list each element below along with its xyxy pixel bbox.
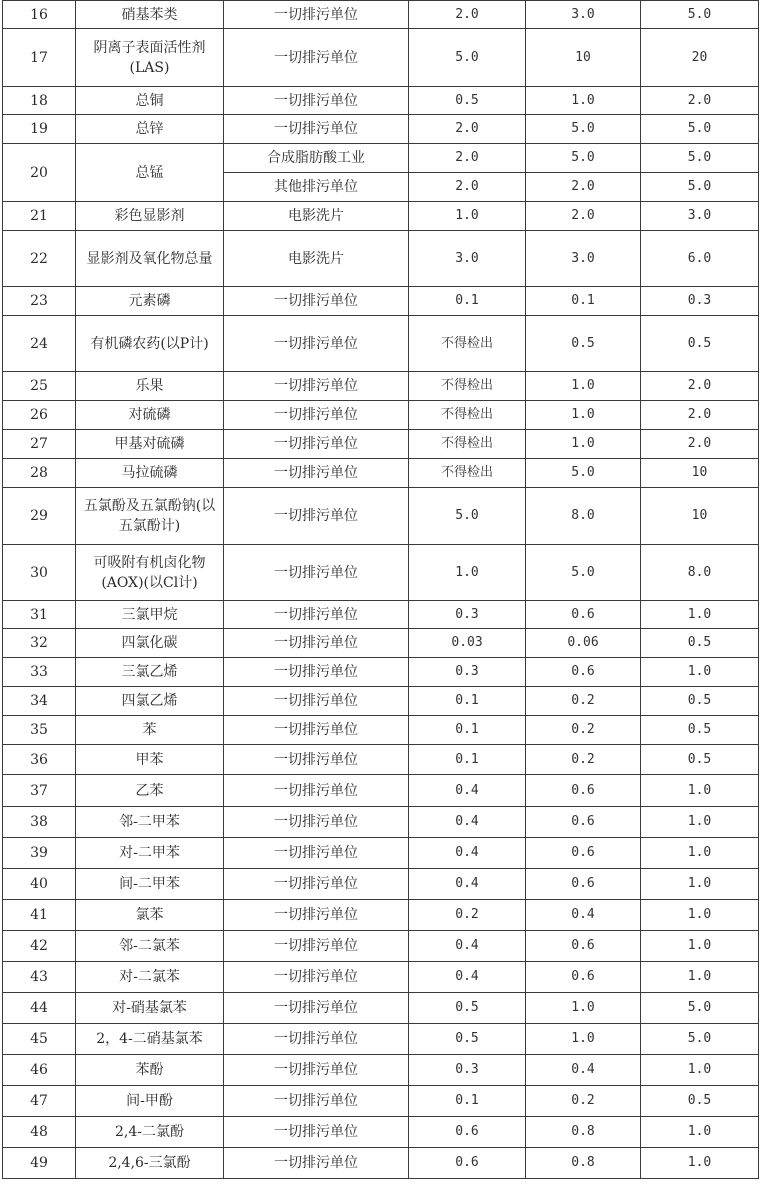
- applicable-unit-cell: 一切排污单位: [224, 1, 409, 29]
- grade-3-limit-cell: 0.5: [641, 745, 759, 775]
- row-number-cell: 34: [3, 687, 76, 716]
- grade-3-limit-cell: 0.5: [641, 316, 759, 372]
- grade-3-limit-cell: 1.0: [641, 1148, 759, 1179]
- applicable-unit-cell: 一切排污单位: [224, 1117, 409, 1148]
- row-number-cell: 31: [3, 601, 76, 629]
- grade-1-limit-cell: 不得检出: [409, 459, 526, 488]
- row-number-cell: 43: [3, 962, 76, 993]
- table-row: [3, 316, 759, 372]
- table-row: [3, 1086, 759, 1117]
- row-number-cell: 32: [3, 629, 76, 658]
- grade-3-limit-cell: 0.5: [641, 687, 759, 716]
- table-row: [3, 459, 759, 488]
- grade-3-limit-cell: 5.0: [641, 173, 759, 202]
- applicable-unit-cell: 一切排污单位: [224, 430, 409, 459]
- pollutant-name-cell: 彩色显影剂: [76, 202, 224, 231]
- grade-3-limit-cell: 1.0: [641, 931, 759, 962]
- pollutant-name-cell: 显影剂及氧化物总量: [76, 231, 224, 287]
- table-row: [3, 1148, 759, 1179]
- grade-2-limit-cell: 0.6: [526, 601, 641, 629]
- grade-2-limit-cell: 3.0: [526, 231, 641, 287]
- grade-1-limit-cell: 0.1: [409, 716, 526, 745]
- grade-3-limit-cell: 1.0: [641, 807, 759, 838]
- grade-1-limit-cell: 0.2: [409, 900, 526, 931]
- pollutant-name-cell: 四氯化碳: [76, 629, 224, 658]
- applicable-unit-cell: 一切排污单位: [224, 29, 409, 87]
- row-number-cell: 16: [3, 1, 76, 29]
- grade-3-limit-cell: 2.0: [641, 372, 759, 401]
- pollutant-name-cell: 2,4-二氯酚: [76, 1117, 224, 1148]
- row-number-cell: 24: [3, 316, 76, 372]
- row-number-cell: 40: [3, 869, 76, 900]
- table-row: [3, 931, 759, 962]
- grade-1-limit-cell: 0.4: [409, 962, 526, 993]
- grade-1-limit-cell: 0.4: [409, 807, 526, 838]
- grade-2-limit-cell: 3.0: [526, 1, 641, 29]
- table-row: [3, 1055, 759, 1086]
- grade-1-limit-cell: 0.5: [409, 1024, 526, 1055]
- grade-2-limit-cell: 0.6: [526, 807, 641, 838]
- applicable-unit-cell: 一切排污单位: [224, 629, 409, 658]
- table-row: [3, 488, 759, 545]
- grade-2-limit-cell: 0.4: [526, 1055, 641, 1086]
- grade-2-limit-cell: 0.6: [526, 869, 641, 900]
- grade-2-limit-cell: 1.0: [526, 430, 641, 459]
- applicable-unit-cell: 其他排污单位: [224, 173, 409, 202]
- grade-1-limit-cell: 不得检出: [409, 372, 526, 401]
- grade-3-limit-cell: 1.0: [641, 1055, 759, 1086]
- row-number-cell: 49: [3, 1148, 76, 1179]
- grade-2-limit-cell: 0.06: [526, 629, 641, 658]
- applicable-unit-cell: 一切排污单位: [224, 993, 409, 1024]
- pollutant-name-cell: 对-二氯苯: [76, 962, 224, 993]
- pollutant-name-cell: 对-二甲苯: [76, 838, 224, 869]
- row-number-cell: 38: [3, 807, 76, 838]
- pollutant-name-cell: 总铜: [76, 87, 224, 115]
- row-number-cell: 23: [3, 287, 76, 316]
- grade-1-limit-cell: 0.1: [409, 1086, 526, 1117]
- row-number-cell: 48: [3, 1117, 76, 1148]
- grade-3-limit-cell: 10: [641, 459, 759, 488]
- grade-3-limit-cell: 10: [641, 488, 759, 545]
- applicable-unit-cell: 一切排污单位: [224, 962, 409, 993]
- grade-1-limit-cell: 2.0: [409, 115, 526, 144]
- applicable-unit-cell: 一切排污单位: [224, 401, 409, 430]
- pollutant-name-cell: 对硫磷: [76, 401, 224, 430]
- applicable-unit-cell: 合成脂肪酸工业: [224, 144, 409, 173]
- pollutant-name-cell: 四氯乙烯: [76, 687, 224, 716]
- row-number-cell: 30: [3, 545, 76, 601]
- table-row: [3, 1, 759, 29]
- grade-2-limit-cell: 0.4: [526, 900, 641, 931]
- grade-1-limit-cell: 5.0: [409, 29, 526, 87]
- pollutant-name-cell: 总锰: [76, 144, 224, 202]
- pollutant-name-cell: 2，4-二硝基氯苯: [76, 1024, 224, 1055]
- row-number-cell: 20: [3, 144, 76, 202]
- applicable-unit-cell: 一切排污单位: [224, 1148, 409, 1179]
- applicable-unit-cell: 一切排污单位: [224, 658, 409, 687]
- grade-1-limit-cell: 2.0: [409, 1, 526, 29]
- grade-2-limit-cell: 0.2: [526, 687, 641, 716]
- table-row: [3, 29, 759, 87]
- applicable-unit-cell: 一切排污单位: [224, 545, 409, 601]
- grade-3-limit-cell: 5.0: [641, 1, 759, 29]
- grade-1-limit-cell: 0.4: [409, 775, 526, 807]
- grade-3-limit-cell: 0.5: [641, 716, 759, 745]
- grade-1-limit-cell: 0.03: [409, 629, 526, 658]
- pollutant-name-cell: 阴离子表面活性剂(LAS): [76, 29, 224, 87]
- table-row: [3, 144, 759, 173]
- applicable-unit-cell: 一切排污单位: [224, 931, 409, 962]
- row-number-cell: 18: [3, 87, 76, 115]
- applicable-unit-cell: 一切排污单位: [224, 87, 409, 115]
- row-number-cell: 25: [3, 372, 76, 401]
- applicable-unit-cell: 一切排污单位: [224, 1055, 409, 1086]
- grade-1-limit-cell: 0.1: [409, 745, 526, 775]
- grade-1-limit-cell: 2.0: [409, 144, 526, 173]
- pollutant-name-cell: 总锌: [76, 115, 224, 144]
- applicable-unit-cell: 一切排污单位: [224, 372, 409, 401]
- pollutant-name-cell: 乐果: [76, 372, 224, 401]
- row-number-cell: 22: [3, 231, 76, 287]
- applicable-unit-cell: 一切排污单位: [224, 869, 409, 900]
- table-row: [3, 372, 759, 401]
- grade-1-limit-cell: 3.0: [409, 231, 526, 287]
- grade-3-limit-cell: 2.0: [641, 401, 759, 430]
- grade-1-limit-cell: 0.3: [409, 658, 526, 687]
- pollutant-name-cell: 三氯甲烷: [76, 601, 224, 629]
- table-row: [3, 807, 759, 838]
- row-number-cell: 44: [3, 993, 76, 1024]
- pollutant-name-cell: 邻-二甲苯: [76, 807, 224, 838]
- grade-2-limit-cell: 5.0: [526, 545, 641, 601]
- applicable-unit-cell: 一切排污单位: [224, 115, 409, 144]
- grade-1-limit-cell: 1.0: [409, 202, 526, 231]
- applicable-unit-cell: 一切排污单位: [224, 488, 409, 545]
- pollutant-name-cell: 甲苯: [76, 745, 224, 775]
- row-number-cell: 41: [3, 900, 76, 931]
- grade-1-limit-cell: 0.5: [409, 993, 526, 1024]
- table-row: [3, 430, 759, 459]
- grade-1-limit-cell: 0.4: [409, 869, 526, 900]
- applicable-unit-cell: 一切排污单位: [224, 775, 409, 807]
- pollutant-name-cell: 氯苯: [76, 900, 224, 931]
- grade-1-limit-cell: 5.0: [409, 488, 526, 545]
- row-number-cell: 27: [3, 430, 76, 459]
- table-row: [3, 716, 759, 745]
- grade-3-limit-cell: 5.0: [641, 144, 759, 173]
- grade-2-limit-cell: 0.8: [526, 1117, 641, 1148]
- pollutant-name-cell: 马拉硫磷: [76, 459, 224, 488]
- grade-2-limit-cell: 0.6: [526, 658, 641, 687]
- grade-3-limit-cell: 1.0: [641, 900, 759, 931]
- row-number-cell: 33: [3, 658, 76, 687]
- applicable-unit-cell: 电影洗片: [224, 202, 409, 231]
- grade-1-limit-cell: 0.3: [409, 601, 526, 629]
- grade-1-limit-cell: 0.1: [409, 287, 526, 316]
- grade-3-limit-cell: 20: [641, 29, 759, 87]
- grade-2-limit-cell: 1.0: [526, 372, 641, 401]
- table-body: [3, 1, 759, 1179]
- row-number-cell: 28: [3, 459, 76, 488]
- grade-3-limit-cell: 1.0: [641, 775, 759, 807]
- grade-1-limit-cell: 2.0: [409, 173, 526, 202]
- grade-1-limit-cell: 1.0: [409, 545, 526, 601]
- grade-3-limit-cell: 2.0: [641, 87, 759, 115]
- applicable-unit-cell: 一切排污单位: [224, 807, 409, 838]
- grade-3-limit-cell: 2.0: [641, 430, 759, 459]
- table-row: [3, 545, 759, 601]
- applicable-unit-cell: 一切排污单位: [224, 745, 409, 775]
- table-row: [3, 962, 759, 993]
- grade-1-limit-cell: 0.3: [409, 1055, 526, 1086]
- pollutant-name-cell: 2,4,6-三氯酚: [76, 1148, 224, 1179]
- grade-3-limit-cell: 1.0: [641, 962, 759, 993]
- table-row: [3, 993, 759, 1024]
- applicable-unit-cell: 一切排污单位: [224, 716, 409, 745]
- grade-2-limit-cell: 2.0: [526, 173, 641, 202]
- row-number-cell: 21: [3, 202, 76, 231]
- pollutant-name-cell: 可吸附有机卤化物(AOX)(以Cl计): [76, 545, 224, 601]
- row-number-cell: 35: [3, 716, 76, 745]
- pollutant-name-cell: 元素磷: [76, 287, 224, 316]
- grade-2-limit-cell: 5.0: [526, 459, 641, 488]
- pollutant-name-cell: 间-二甲苯: [76, 869, 224, 900]
- row-number-cell: 37: [3, 775, 76, 807]
- table-row: [3, 601, 759, 629]
- grade-2-limit-cell: 1.0: [526, 87, 641, 115]
- applicable-unit-cell: 一切排污单位: [224, 900, 409, 931]
- pollutant-name-cell: 间-甲酚: [76, 1086, 224, 1117]
- row-number-cell: 29: [3, 488, 76, 545]
- grade-2-limit-cell: 0.6: [526, 962, 641, 993]
- table-row: [3, 838, 759, 869]
- grade-3-limit-cell: 1.0: [641, 658, 759, 687]
- table-row: [3, 231, 759, 287]
- grade-3-limit-cell: 1.0: [641, 869, 759, 900]
- table-row: [3, 115, 759, 144]
- pollutant-name-cell: 硝基苯类: [76, 1, 224, 29]
- table-row: [3, 401, 759, 430]
- row-number-cell: 47: [3, 1086, 76, 1117]
- pollutant-name-cell: 有机磷农药(以P计): [76, 316, 224, 372]
- table-row: [3, 687, 759, 716]
- grade-2-limit-cell: 5.0: [526, 144, 641, 173]
- grade-2-limit-cell: 0.2: [526, 745, 641, 775]
- grade-2-limit-cell: 0.8: [526, 1148, 641, 1179]
- grade-3-limit-cell: 1.0: [641, 838, 759, 869]
- applicable-unit-cell: 一切排污单位: [224, 287, 409, 316]
- grade-1-limit-cell: 0.6: [409, 1117, 526, 1148]
- grade-1-limit-cell: 0.4: [409, 931, 526, 962]
- table-row: [3, 658, 759, 687]
- pollutant-limits-table: [2, 0, 759, 1179]
- grade-3-limit-cell: 3.0: [641, 202, 759, 231]
- grade-3-limit-cell: 0.3: [641, 287, 759, 316]
- grade-2-limit-cell: 1.0: [526, 401, 641, 430]
- grade-3-limit-cell: 0.5: [641, 629, 759, 658]
- grade-2-limit-cell: 0.1: [526, 287, 641, 316]
- pollutant-name-cell: 对-硝基氯苯: [76, 993, 224, 1024]
- table-row: [3, 629, 759, 658]
- grade-1-limit-cell: 0.5: [409, 87, 526, 115]
- row-number-cell: 45: [3, 1024, 76, 1055]
- table-row: [3, 87, 759, 115]
- table-row: [3, 745, 759, 775]
- grade-3-limit-cell: 6.0: [641, 231, 759, 287]
- pollutant-name-cell: 邻-二氯苯: [76, 931, 224, 962]
- grade-2-limit-cell: 0.5: [526, 316, 641, 372]
- row-number-cell: 39: [3, 838, 76, 869]
- table-row: [3, 869, 759, 900]
- table-row: [3, 1117, 759, 1148]
- grade-2-limit-cell: 5.0: [526, 115, 641, 144]
- grade-1-limit-cell: 不得检出: [409, 430, 526, 459]
- row-number-cell: 36: [3, 745, 76, 775]
- table-row: [3, 775, 759, 807]
- row-number-cell: 26: [3, 401, 76, 430]
- table-row: [3, 1024, 759, 1055]
- row-number-cell: 42: [3, 931, 76, 962]
- grade-2-limit-cell: 1.0: [526, 1024, 641, 1055]
- grade-2-limit-cell: 8.0: [526, 488, 641, 545]
- pollutant-name-cell: 三氯乙烯: [76, 658, 224, 687]
- table-row: [3, 287, 759, 316]
- grade-2-limit-cell: 0.6: [526, 775, 641, 807]
- grade-3-limit-cell: 1.0: [641, 1117, 759, 1148]
- grade-3-limit-cell: 5.0: [641, 115, 759, 144]
- pollutant-name-cell: 五氯酚及五氯酚钠(以五氯酚计): [76, 488, 224, 545]
- applicable-unit-cell: 一切排污单位: [224, 459, 409, 488]
- grade-2-limit-cell: 1.0: [526, 993, 641, 1024]
- grade-1-limit-cell: 不得检出: [409, 316, 526, 372]
- grade-1-limit-cell: 0.6: [409, 1148, 526, 1179]
- grade-1-limit-cell: 0.1: [409, 687, 526, 716]
- row-number-cell: 46: [3, 1055, 76, 1086]
- pollutant-name-cell: 苯: [76, 716, 224, 745]
- grade-1-limit-cell: 0.4: [409, 838, 526, 869]
- grade-3-limit-cell: 5.0: [641, 993, 759, 1024]
- grade-2-limit-cell: 2.0: [526, 202, 641, 231]
- grade-3-limit-cell: 1.0: [641, 601, 759, 629]
- applicable-unit-cell: 电影洗片: [224, 231, 409, 287]
- pollutant-name-cell: 甲基对硫磷: [76, 430, 224, 459]
- applicable-unit-cell: 一切排污单位: [224, 316, 409, 372]
- row-number-cell: 19: [3, 115, 76, 144]
- table-row: [3, 202, 759, 231]
- grade-2-limit-cell: 0.2: [526, 716, 641, 745]
- applicable-unit-cell: 一切排污单位: [224, 1024, 409, 1055]
- grade-3-limit-cell: 0.5: [641, 1086, 759, 1117]
- grade-1-limit-cell: 不得检出: [409, 401, 526, 430]
- grade-3-limit-cell: 5.0: [641, 1024, 759, 1055]
- applicable-unit-cell: 一切排污单位: [224, 838, 409, 869]
- applicable-unit-cell: 一切排污单位: [224, 1086, 409, 1117]
- pollutant-name-cell: 乙苯: [76, 775, 224, 807]
- applicable-unit-cell: 一切排污单位: [224, 687, 409, 716]
- grade-3-limit-cell: 8.0: [641, 545, 759, 601]
- pollutant-name-cell: 苯酚: [76, 1055, 224, 1086]
- row-number-cell: 17: [3, 29, 76, 87]
- grade-2-limit-cell: 0.6: [526, 931, 641, 962]
- grade-2-limit-cell: 0.6: [526, 838, 641, 869]
- grade-2-limit-cell: 10: [526, 29, 641, 87]
- table-row: [3, 900, 759, 931]
- applicable-unit-cell: 一切排污单位: [224, 601, 409, 629]
- grade-2-limit-cell: 0.2: [526, 1086, 641, 1117]
